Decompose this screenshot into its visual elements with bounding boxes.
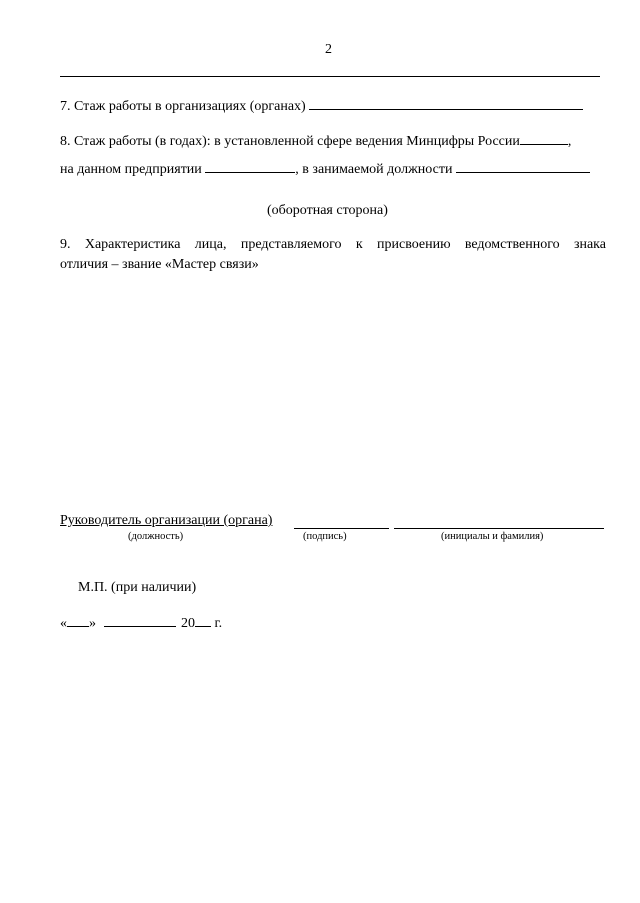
item8-position-blank[interactable] (456, 160, 590, 173)
seal-label: М.П. (при наличии) (78, 580, 197, 595)
item8-line2 (60, 160, 590, 178)
item8-enterprise-label: на данном предприятии (60, 162, 202, 177)
item7-blank[interactable] (309, 97, 583, 110)
item8-label: 8. Стаж работы (в годах): в установленной сфере ведения Минцифры России (60, 134, 520, 149)
date-day-blank[interactable] (67, 614, 89, 627)
caption-signature: (подпись) (303, 531, 347, 542)
signature-blank[interactable] (294, 528, 389, 529)
item7-label: 7. Стаж работы в организациях (органах) (60, 99, 306, 114)
item8-enterprise-blank[interactable] (205, 160, 295, 173)
date-year-blank[interactable] (195, 614, 211, 627)
item8-line1 (60, 132, 571, 150)
item8-comma: , (567, 134, 572, 149)
date-line (60, 614, 222, 632)
caption-name: (инициалы и фамилия) (441, 531, 544, 542)
signature-head: Руководитель организации (органа) (60, 513, 273, 528)
caption-position: (должность) (128, 531, 184, 542)
item9-line2: отличия – звание «Мастер связи» (60, 257, 259, 272)
date-open-quote: « (60, 616, 67, 631)
date-close-quote: » (89, 616, 96, 631)
page-number: 2 (325, 42, 332, 57)
top-rule (60, 76, 600, 77)
name-blank[interactable] (394, 528, 604, 529)
date-year-prefix: 20 (181, 616, 195, 631)
date-month-blank[interactable] (104, 614, 176, 627)
date-year-suffix: г. (214, 616, 223, 631)
item8-position-label: , в занимаемой должности (295, 162, 453, 177)
item9-line1: 9. Характеристика лица, представляемого к присвоению ведомственного знака (60, 237, 606, 252)
item7-line (60, 97, 583, 115)
item8-industry-blank[interactable] (520, 132, 568, 145)
reverse-side-label: (оборотная сторона) (267, 203, 388, 218)
